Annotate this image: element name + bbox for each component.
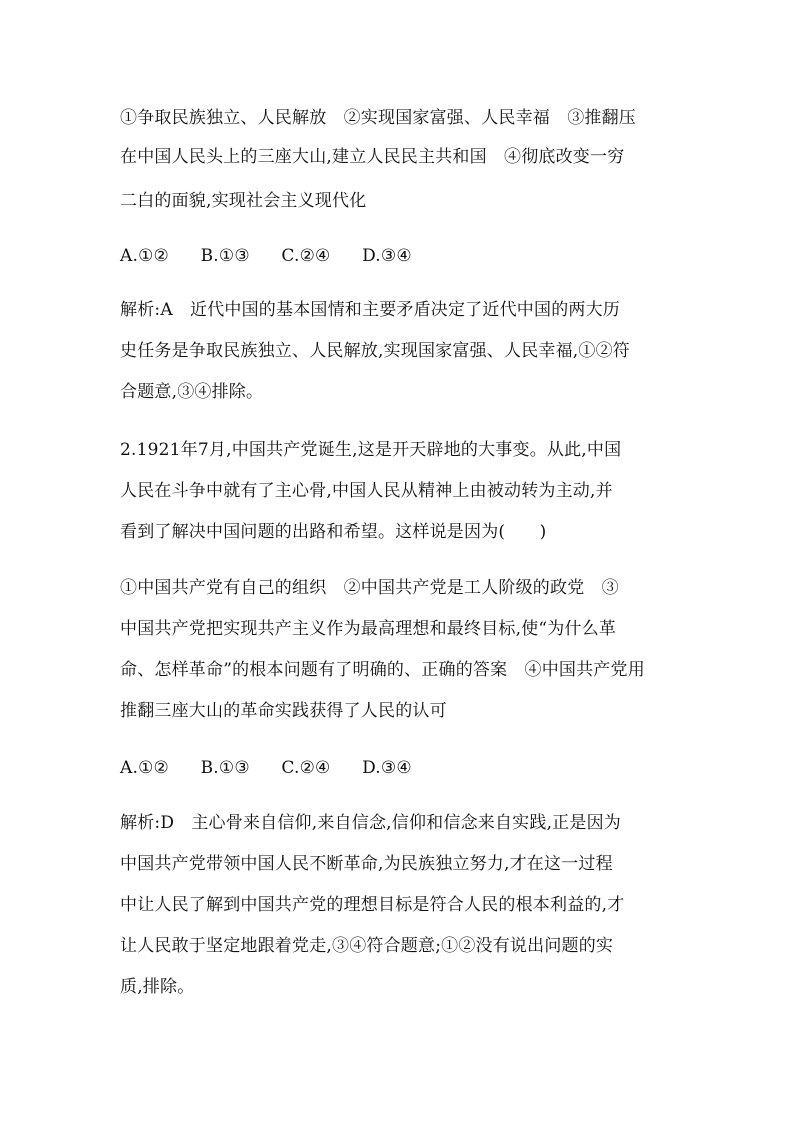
q2-statement-line-2: 中国共产党把实现共产主义作为最高理想和最终目标,使“为什么革 <box>120 619 617 639</box>
q2-analysis-line-5: 质,排除。 <box>120 977 195 997</box>
q1-analysis-line-1: 解析:A 近代中国的基本国情和主要矛盾决定了近代中国的两大历 <box>120 300 621 320</box>
q2-stem-line-3: 看到了解决中国问题的出路和希望。这样说是因为( ) <box>120 522 547 542</box>
q2-stem-line-1: 2.1921年7月,中国共产党诞生,这是开天辟地的大事变。从此,中国 <box>120 440 622 460</box>
q2-statement-line-3: 命、怎样革命”的根本问题有了明确的、正确的答案 ④中国共产党用 <box>120 660 645 680</box>
q2-options <box>120 757 680 779</box>
q2-stem-line-2: 人民在斗争中就有了主心骨,中国人民从精神上由被动转为主动,并 <box>120 481 613 501</box>
q1-statement-line-1: ①争取民族独立、人民解放 ②实现国家富强、人民幸福 ③推翻压 <box>120 108 636 128</box>
q2-option-b: B.①③ <box>200 758 250 778</box>
q2-analysis-line-2: 中国共产党带领中国人民不断革命,为民族独立努力,才在这一过程 <box>120 854 613 874</box>
q1-options <box>120 245 680 267</box>
q1-option-a: A.①② <box>120 246 169 266</box>
q1-option-c: C.②④ <box>281 246 331 266</box>
q2-statement-line-4: 推翻三座大山的革命实践获得了人民的认可 <box>120 701 447 721</box>
q1-statement-line-3: 二白的面貌,实现社会主义现代化 <box>120 191 367 211</box>
q2-option-c: C.②④ <box>281 758 331 778</box>
q1-option-b: B.①③ <box>200 246 250 266</box>
q1-analysis-line-2: 史任务是争取民族独立、人民解放,实现国家富强、人民幸福,①②符 <box>120 341 631 361</box>
q2-option-a: A.①② <box>120 758 169 778</box>
q2-option-d: D.③④ <box>362 758 412 778</box>
q2-statement-line-1: ①中国共产党有自己的组织 ②中国共产党是工人阶级的政党 ③ <box>120 578 619 598</box>
q1-option-d: D.③④ <box>362 246 412 266</box>
q2-analysis-line-4: 让人民敢于坚定地跟着党走,③④符合题意;①②没有说出问题的实 <box>120 936 614 956</box>
q2-analysis-line-3: 中让人民了解到中国共产党的理想目标是符合人民的根本利益的,才 <box>120 895 625 915</box>
q1-analysis-line-3: 合题意,③④排除。 <box>120 382 264 402</box>
q2-analysis-line-1: 解析:D 主心骨来自信仰,来自信念,信仰和信念来自实践,正是因为 <box>120 813 621 833</box>
q1-statement-line-2: 在中国人民头上的三座大山,建立人民民主共和国 ④彻底改变一穷 <box>120 147 625 167</box>
